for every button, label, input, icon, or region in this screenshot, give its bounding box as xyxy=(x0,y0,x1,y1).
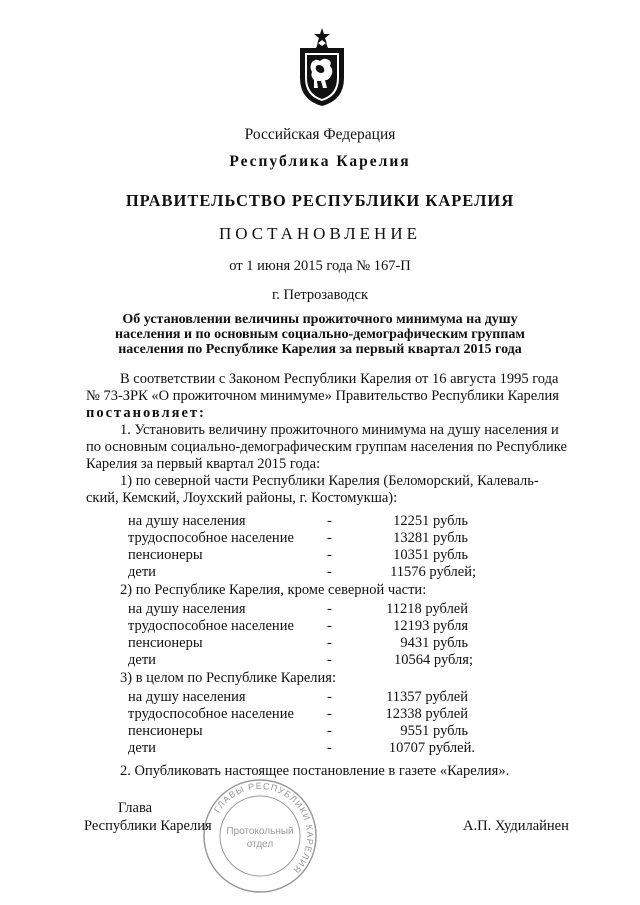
seal-center-line: отдел xyxy=(246,839,274,850)
section-heading: 2) по Республике Карелия, кроме северной части: xyxy=(120,582,427,598)
table-row xyxy=(128,547,468,565)
row-label: пенсионеры xyxy=(128,723,203,739)
signature-title: Глава xyxy=(118,800,153,816)
row-dash: - xyxy=(327,706,332,722)
row-dash: - xyxy=(327,740,332,756)
table-row xyxy=(128,740,475,758)
coat-of-arms-emblem xyxy=(294,26,350,108)
item1-line: по основным социально-демографическим группам населения по Республике xyxy=(86,439,567,455)
row-value: 12193 рубля xyxy=(393,618,468,634)
row-label: пенсионеры xyxy=(128,635,203,651)
row-dash: - xyxy=(327,723,332,739)
row-dash: - xyxy=(327,564,332,580)
table-row xyxy=(128,618,468,636)
document-type: ПОСТАНОВЛЕНИЕ xyxy=(218,224,421,243)
preamble-line: № 73-ЗРК «О прожиточном минимуме» Правительство Республики Карелия xyxy=(86,388,559,404)
table-row xyxy=(128,564,476,582)
government-title: ПРАВИТЕЛЬСТВО РЕСПУБЛИКИ КАРЕЛИЯ xyxy=(125,191,515,210)
item1-line: 1. Установить величину прожиточного минимума на душу населения и xyxy=(120,422,559,438)
row-label: дети xyxy=(128,564,156,580)
row-dash: - xyxy=(327,635,332,651)
row-label: на душу населения xyxy=(128,601,246,617)
row-dash: - xyxy=(327,547,332,563)
row-dash: - xyxy=(327,618,332,634)
row-value: 12338 рублей xyxy=(385,706,468,722)
table-row xyxy=(128,689,468,707)
row-value: 10707 рублей. xyxy=(388,740,475,756)
row-label: трудоспособное население xyxy=(128,706,294,722)
row-value: 12251 рубль xyxy=(393,513,468,529)
section-heading: 1) по северной части Республики Карелия (Беломорский, Калеваль- xyxy=(120,473,539,489)
row-value: 11576 рублей; xyxy=(390,564,476,580)
republic-label: Республика Карелия xyxy=(229,153,411,170)
city: г. Петрозаводск xyxy=(271,287,369,303)
federation-label: Российская Федерация xyxy=(244,126,396,143)
seal-center-line: Протокольный xyxy=(226,826,294,837)
row-value: 9431 рубль xyxy=(400,635,468,651)
row-value: 9551 рубль xyxy=(400,723,468,739)
row-label: дети xyxy=(128,652,156,668)
row-value: 10351 рубль xyxy=(393,547,468,563)
table-row xyxy=(128,601,468,619)
table-row xyxy=(128,530,468,548)
table-row xyxy=(128,513,468,531)
preamble-line: В соответствии с Законом Республики Карелия от 16 августа 1995 года xyxy=(120,371,559,387)
row-dash: - xyxy=(327,689,332,705)
row-label: на душу населения xyxy=(128,513,246,529)
row-label: пенсионеры xyxy=(128,547,203,563)
row-value: 11218 рублей xyxy=(386,601,468,617)
row-label: трудоспособное население xyxy=(128,618,294,634)
item1-line: Карелия за первый квартал 2015 года: xyxy=(86,456,321,472)
signature-title: Республики Карелия xyxy=(84,818,212,834)
title-line: населения по Республике Карелия за первый квартал 2015 года xyxy=(118,342,522,357)
section-heading: 3) в целом по Республике Карелия: xyxy=(120,670,336,686)
row-label: дети xyxy=(128,740,156,756)
row-value: 11357 рублей xyxy=(386,689,468,705)
section-heading: ский, Кемский, Лоухский районы, г. Костомукша): xyxy=(86,490,398,506)
row-label: трудоспособное население xyxy=(128,530,294,546)
decree-word: постановляет: xyxy=(86,405,206,421)
row-dash: - xyxy=(327,652,332,668)
seal-ring-text: ГЛАВЫ РЕСПУБЛИКИ КАРЕЛИЯ xyxy=(211,780,316,876)
title-line: Об установлении величины прожиточного минимума на душу xyxy=(122,312,518,327)
row-label: на душу населения xyxy=(128,689,246,705)
row-dash: - xyxy=(327,530,332,546)
date-number: от 1 июня 2015 года № 167-П xyxy=(229,258,411,274)
title-line: населения и по основным социально-демографическим группам xyxy=(115,327,525,342)
table-row xyxy=(128,652,473,670)
item2-line: 2. Опубликовать настоящее постановление в газете «Карелия». xyxy=(120,763,510,779)
row-dash: - xyxy=(327,601,332,617)
row-value: 13281 рубль xyxy=(393,530,468,546)
stamp-seal xyxy=(200,776,320,896)
star-icon xyxy=(314,28,330,44)
table-row xyxy=(128,635,468,653)
table-row xyxy=(128,706,468,724)
signatory-name: А.П. Худилайнен xyxy=(463,818,569,834)
row-value: 10564 рубля; xyxy=(394,652,473,668)
table-row xyxy=(128,723,468,741)
row-dash: - xyxy=(327,513,332,529)
